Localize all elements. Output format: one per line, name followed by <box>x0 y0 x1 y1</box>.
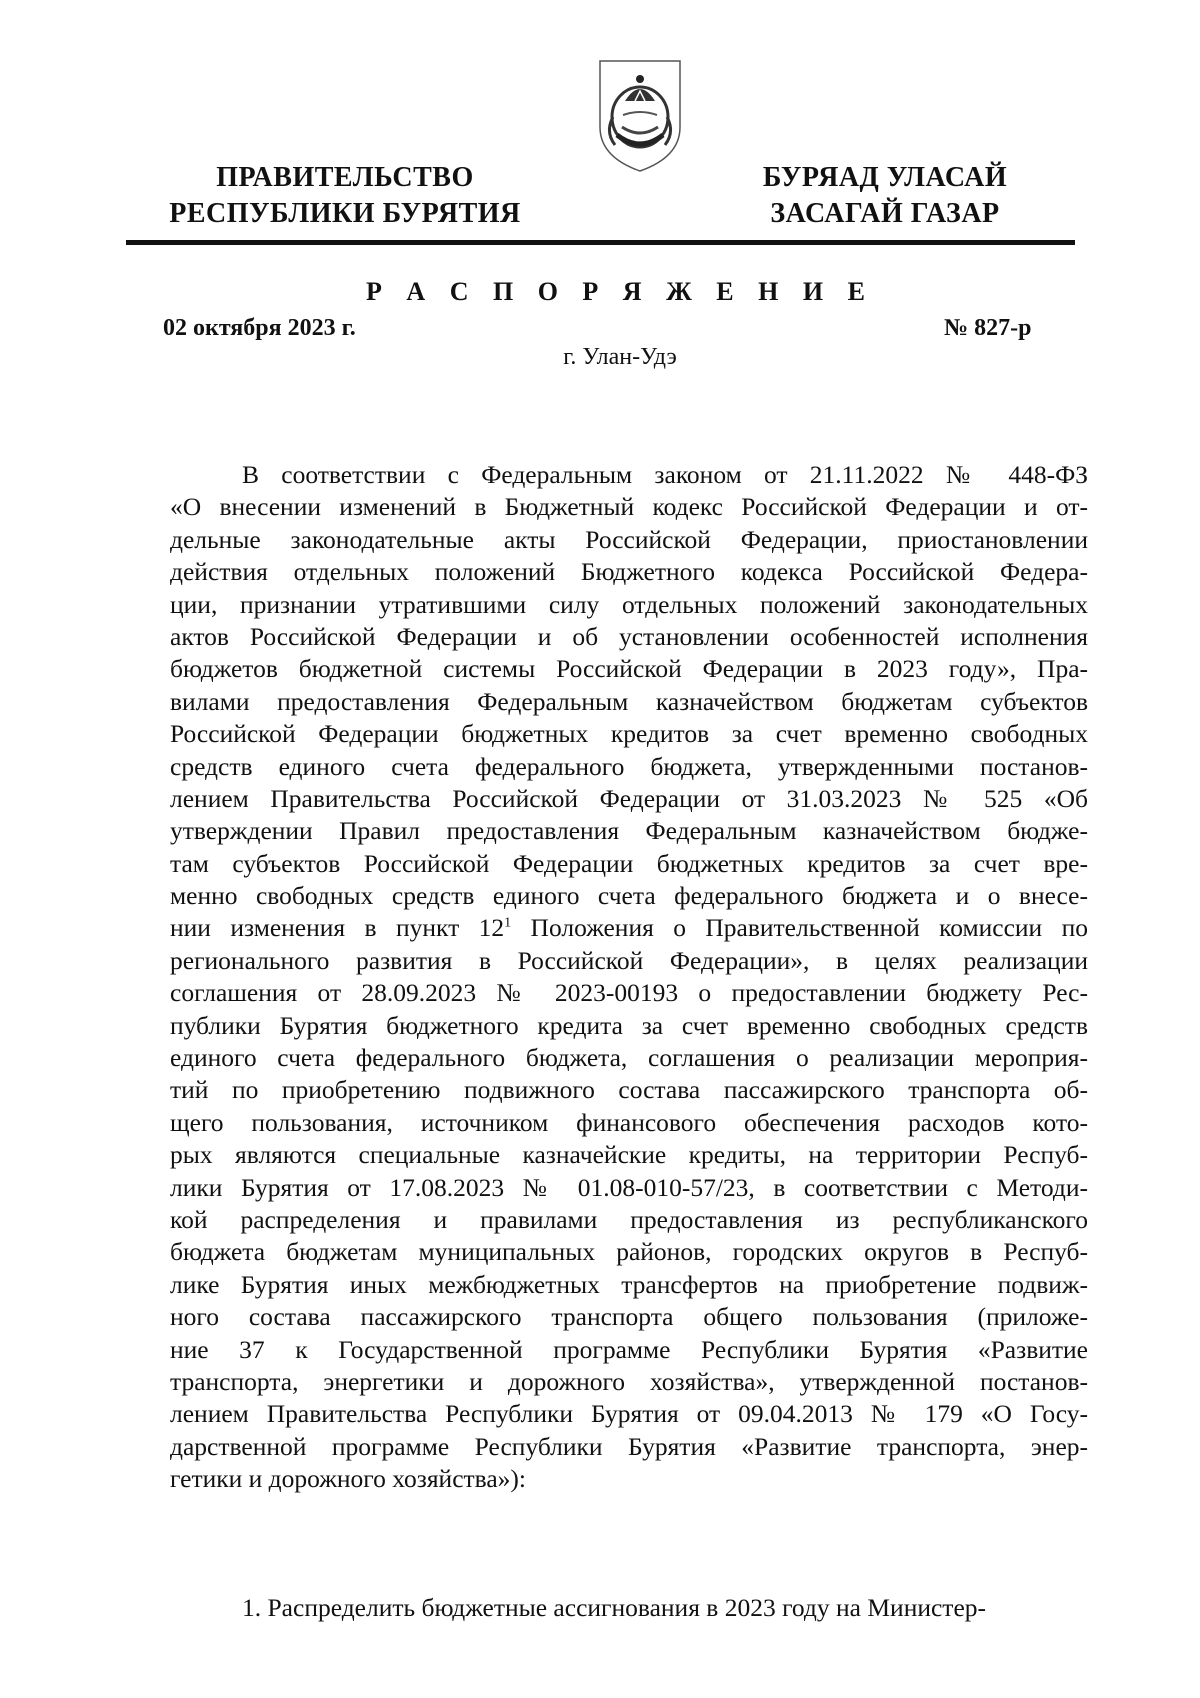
body-line: щего пользования, источником финансового обеспечения расходов кото- <box>170 1107 1088 1137</box>
header-right-line2: ЗАСАГАЙ ГАЗАР <box>770 198 1000 229</box>
document-number: № 827-р <box>944 315 1032 341</box>
body-line: дельные законодательные акты Российской Федерации, приостановлении <box>170 524 1088 554</box>
header-right-line1: БУРЯАД УЛАСАЙ <box>762 162 1008 193</box>
body-line: кой распределения и правилами предоставления из республиканского <box>170 1204 1088 1234</box>
body-line: ции, признании утратившими силу отдельных положений законодательных <box>170 589 1088 619</box>
body-line: бюджета бюджетам муниципальных районов, городских округов в Респуб- <box>170 1237 1088 1267</box>
coat-of-arms-emblem-icon <box>595 57 685 175</box>
header-left-line2: РЕСПУБЛИКИ БУРЯТИЯ <box>169 198 521 229</box>
body-line-part: Положения о Правительственной комиссии по <box>511 913 1088 943</box>
government-name-buryat <box>735 160 1035 232</box>
body-line: дарственной программе Республики Бурятия «Развитие транспорта, энер- <box>170 1431 1088 1461</box>
body-line: актов Российской Федерации и об установлении особенностей исполнения <box>170 621 1088 651</box>
body-line: утверждении Правил предоставления Федеральным казначейством бюдже- <box>170 816 1088 846</box>
body-line-part: нии изменения в пункт 12 <box>170 913 505 943</box>
body-line-with-superscript <box>170 912 1088 944</box>
document-city: г. Улан-Удэ <box>563 344 677 370</box>
body-line: единого счета федерального бюджета, соглашения о реализации мероприя- <box>170 1043 1088 1073</box>
body-line: лением Правительства Республики Бурятия от 09.04.2013 № 179 «О Госу- <box>170 1399 1088 1429</box>
header-left-line1: ПРАВИТЕЛЬСТВО <box>216 162 474 193</box>
list-item-1: 1. Распределить бюджетные ассигнования в 2023 году на Министер- <box>242 1593 987 1622</box>
body-line: публики Бурятия бюджетного кредита за счет временно свободных средств <box>170 1010 1088 1040</box>
body-line: лике Бурятия иных межбюджетных трансфертов на приобретение подвиж- <box>170 1269 1088 1299</box>
body-line: тий по приобретению подвижного состава пассажирского транспорта об- <box>170 1075 1088 1105</box>
body-line: гетики и дорожного хозяйства»): <box>170 1464 527 1494</box>
body-line: вилами предоставления Федеральным казначейством бюджетам субъектов <box>170 686 1088 716</box>
body-line: бюджетов бюджетной системы Российской Федерации в 2023 году», Пра- <box>170 654 1088 684</box>
preamble-paragraph <box>170 459 1088 1496</box>
body-line: «О внесении изменений в Бюджетный кодекс Российской Федерации и от- <box>170 492 1088 522</box>
body-line: действия отдельных положений Бюджетного кодекса Российской Федера- <box>170 557 1088 587</box>
document-date: 02 октября 2023 г. <box>163 315 356 341</box>
body-line: средств единого счета федерального бюджета, утвержденными постанов- <box>170 751 1088 781</box>
body-line: соглашения от 28.09.2023 № 2023-00193 о предоставлении бюджету Рес- <box>170 978 1088 1008</box>
body-line: регионального развития в Российской Федерации», в целях реализации <box>170 945 1088 975</box>
body-line: ного состава пассажирского транспорта общего пользования (приложе- <box>170 1302 1088 1332</box>
body-line: лики Бурятия от 17.08.2023 № 01.08-010-57/23, в соответствии с Методи- <box>170 1172 1088 1202</box>
body-line: там субъектов Российской Федерации бюджетных кредитов за счет вре- <box>170 848 1088 878</box>
document-type-title: Р А С П О Р Я Ж Е Н И Е <box>366 277 874 306</box>
body-line: ние 37 к Государственной программе Республики Бурятия «Развитие <box>170 1334 1088 1364</box>
government-name-russian <box>150 160 540 232</box>
body-line: транспорта, энергетики и дорожного хозяйства», утвержденной постанов- <box>170 1366 1088 1396</box>
body-line: В соответствии с Федеральным законом от 21.11.2022 № 448-ФЗ <box>242 460 1088 489</box>
body-line: Российской Федерации бюджетных кредитов за счет временно свободных <box>170 719 1088 749</box>
body-line: менно свободных средств единого счета федерального бюджета и о внесе- <box>170 881 1088 911</box>
body-line: рых являются специальные казначейские кредиты, на территории Респуб- <box>170 1140 1088 1170</box>
superscript-1: 1 <box>504 915 512 931</box>
header-divider <box>126 240 1075 245</box>
body-line: лением Правительства Российской Федерации от 31.03.2023 № 525 «Об <box>170 783 1088 813</box>
